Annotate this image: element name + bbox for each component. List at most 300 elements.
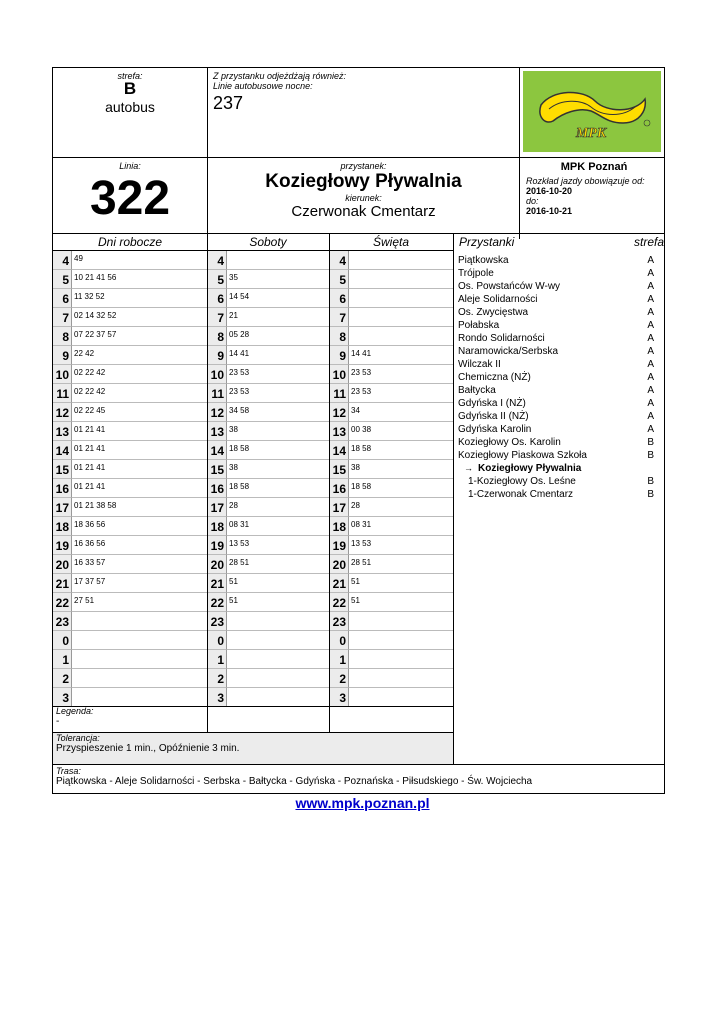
minutes-cell — [349, 650, 453, 669]
stop-item — [454, 424, 664, 437]
minutes-cell — [227, 517, 329, 536]
hour-cell — [330, 555, 349, 574]
hour-cell — [53, 460, 72, 479]
hour-label: 20 — [210, 558, 224, 572]
minutes-cell — [349, 384, 453, 403]
minutes-cell — [349, 308, 453, 327]
stop-zone: B — [647, 489, 654, 500]
hour-cell — [330, 460, 349, 479]
minutes-cell — [227, 441, 329, 460]
hour-cell — [208, 384, 227, 403]
line-block — [53, 161, 207, 225]
hour-cell — [53, 384, 72, 403]
hour-cell — [53, 498, 72, 517]
minutes-cell — [227, 384, 329, 403]
hour-cell — [53, 422, 72, 441]
hour-cell — [330, 365, 349, 384]
holidays-minutes: 08 31 — [351, 520, 372, 529]
hour-cell — [53, 555, 72, 574]
minutes-cell — [227, 422, 329, 441]
minutes-cell — [349, 460, 453, 479]
weekdays-minutes: 02 22 42 — [74, 387, 106, 396]
hour-cell — [330, 289, 349, 308]
stop-zone: A — [647, 424, 654, 435]
hour-cell — [208, 498, 227, 517]
hour-cell — [53, 593, 72, 612]
minutes-cell — [349, 517, 453, 536]
hour-label: 17 — [210, 501, 224, 515]
saturdays-minutes: 14 41 — [229, 349, 250, 358]
stop-block — [208, 161, 519, 220]
hour-cell — [330, 536, 349, 555]
hour-cell — [330, 612, 349, 631]
valid-from-label: Rozkład jazdy obowiązuje od: — [526, 176, 645, 186]
hour-label: 9 — [62, 349, 69, 363]
stop-item — [454, 476, 664, 489]
hour-label: 6 — [62, 292, 69, 306]
holidays-minutes: 14 41 — [351, 349, 372, 358]
minutes-cell — [227, 460, 329, 479]
weekdays-minutes: 01 21 41 — [74, 463, 106, 472]
hour-label: 20 — [55, 558, 69, 572]
hour-cell — [208, 346, 227, 365]
hour-cell — [208, 631, 227, 650]
stop-zone: A — [647, 294, 654, 305]
hour-cell — [330, 479, 349, 498]
saturdays-minutes: 23 53 — [229, 368, 250, 377]
minutes-cell — [349, 555, 453, 574]
stop-item — [454, 281, 664, 294]
stop-name: Koziegłowy Os. Karolin — [458, 437, 561, 448]
holidays-minutes: 23 53 — [351, 368, 372, 377]
hour-cell — [208, 403, 227, 422]
stop-name: Naramowicka/Serbska — [458, 346, 559, 357]
hour-cell — [330, 251, 349, 270]
schedule-row — [53, 593, 453, 612]
logo-text: MPK — [575, 126, 607, 141]
weekdays-minutes: 02 14 32 52 — [74, 311, 117, 320]
tolerance-value: Przyspieszenie 1 min., Opóźnienie 3 min. — [56, 743, 240, 754]
stop-item — [454, 437, 664, 450]
valid-from: 2016-10-20 — [526, 186, 573, 196]
saturdays-minutes: 21 — [229, 311, 238, 320]
minutes-cell — [227, 365, 329, 384]
minutes-cell — [227, 346, 329, 365]
line-number: 322 — [89, 172, 171, 225]
minutes-cell — [349, 688, 453, 707]
saturdays-minutes: 08 31 — [229, 520, 250, 529]
stop-zone: A — [647, 307, 654, 318]
tolerance-label: Tolerancja: — [56, 733, 100, 743]
zone-label: strefa: — [117, 71, 143, 81]
stop-name: Os. Zwycięstwa — [458, 307, 529, 318]
hour-cell — [208, 593, 227, 612]
hour-label: 16 — [55, 482, 69, 496]
minutes-cell — [349, 403, 453, 422]
stops-header: Przystanki — [459, 235, 515, 249]
hour-cell — [330, 403, 349, 422]
operator-name: MPK Poznań — [560, 161, 628, 173]
saturdays-minutes: 34 58 — [229, 406, 250, 415]
hour-label: 1 — [62, 653, 69, 667]
tolerance-block — [53, 733, 453, 764]
current-stop-arrow-icon: → — [464, 463, 473, 473]
stop-item — [454, 294, 664, 307]
hour-cell — [330, 631, 349, 650]
minutes-cell — [72, 365, 207, 384]
schedule-row — [53, 270, 453, 289]
hour-label: 19 — [210, 539, 224, 553]
hour-label: 11 — [56, 387, 69, 401]
hour-label: 13 — [210, 425, 224, 439]
route-block — [56, 766, 661, 787]
minutes-cell — [227, 669, 329, 688]
zone-header: strefa — [633, 235, 664, 249]
hour-label: 13 — [55, 425, 69, 439]
weekdays-minutes: 01 21 41 — [74, 482, 106, 491]
stop-name: Połabska — [458, 320, 500, 331]
valid-to-label: do: — [526, 196, 539, 206]
stop-name: Wilczak II — [458, 359, 501, 370]
hour-label: 15 — [332, 463, 346, 477]
holidays-minutes: 00 38 — [351, 425, 372, 434]
stop-label: przystanek: — [340, 161, 387, 171]
hour-cell — [53, 669, 72, 688]
minutes-cell — [72, 612, 207, 631]
hour-cell — [330, 308, 349, 327]
zone-block — [53, 71, 207, 115]
schedule-grid — [53, 251, 453, 707]
hour-label: 13 — [332, 425, 346, 439]
hour-label: 18 — [332, 520, 346, 534]
legend-label: Legenda: — [56, 706, 94, 716]
stop-zone: A — [647, 333, 654, 344]
hour-cell — [208, 517, 227, 536]
hour-label: 7 — [62, 311, 69, 325]
schedule-row — [53, 422, 453, 441]
hour-cell — [208, 555, 227, 574]
minutes-cell — [72, 498, 207, 517]
weekdays-minutes: 01 21 38 58 — [74, 501, 117, 510]
hour-label: 14 — [55, 444, 69, 458]
saturdays-minutes: 18 58 — [229, 482, 250, 491]
schedule-row — [53, 289, 453, 308]
saturdays-minutes: 13 53 — [229, 539, 250, 548]
weekdays-minutes: 02 22 42 — [74, 368, 106, 377]
stop-item — [454, 268, 664, 281]
hour-cell — [330, 270, 349, 289]
stop-name: Koziegłowy Pływalnia — [478, 463, 582, 474]
hour-cell — [208, 422, 227, 441]
schedule-row — [53, 669, 453, 688]
minutes-cell — [72, 422, 207, 441]
hour-cell — [330, 688, 349, 707]
minutes-cell — [72, 460, 207, 479]
hour-label: 12 — [55, 406, 69, 420]
schedule-row — [53, 631, 453, 650]
saturdays-minutes: 35 — [229, 273, 238, 282]
minutes-cell — [227, 289, 329, 308]
hour-label: 5 — [339, 273, 346, 287]
hour-cell — [208, 612, 227, 631]
weekdays-minutes: 01 21 41 — [74, 444, 106, 453]
hour-label: 8 — [217, 330, 224, 344]
stop-name: Koziegłowy Piaskowa Szkoła — [458, 450, 587, 461]
hour-label: 0 — [62, 634, 69, 648]
stop-name: Chemiczna (NŻ) — [458, 372, 531, 383]
holidays-minutes: 18 58 — [351, 444, 372, 453]
schedule-row — [53, 612, 453, 631]
divider — [53, 233, 664, 234]
weekdays-minutes: 22 42 — [74, 349, 95, 358]
minutes-cell — [349, 327, 453, 346]
stop-name: Bałtycka — [458, 385, 496, 396]
stop-name: Gdyńska Karolin — [458, 424, 532, 435]
weekdays-minutes: 01 21 41 — [74, 425, 106, 434]
minutes-cell — [227, 650, 329, 669]
minutes-cell — [227, 498, 329, 517]
stop-item — [454, 411, 664, 424]
legend-value: - — [56, 716, 60, 727]
hour-label: 15 — [210, 463, 224, 477]
night-lines-label: Linie autobusowe nocne: — [213, 81, 313, 91]
stop-zone: A — [647, 359, 654, 370]
hour-label: 5 — [217, 273, 224, 287]
minutes-cell — [72, 479, 207, 498]
stop-name: Aleje Solidarności — [458, 294, 538, 305]
minutes-cell — [227, 308, 329, 327]
hour-cell — [53, 536, 72, 555]
hour-cell — [330, 498, 349, 517]
hour-cell — [330, 346, 349, 365]
hour-cell — [208, 270, 227, 289]
stop-zone: A — [647, 320, 654, 331]
schedule-row — [53, 441, 453, 460]
stop-zone: A — [647, 281, 654, 292]
hour-cell — [330, 669, 349, 688]
hour-label: 20 — [332, 558, 346, 572]
stop-zone: A — [647, 268, 654, 279]
weekdays-minutes: 17 37 57 — [74, 577, 106, 586]
schedule-row — [53, 308, 453, 327]
mpk-logo-icon — [523, 71, 661, 152]
minutes-cell — [349, 536, 453, 555]
minutes-cell — [72, 346, 207, 365]
hour-cell — [53, 612, 72, 631]
minutes-cell — [227, 270, 329, 289]
hour-cell — [330, 517, 349, 536]
stop-name: 1-Czerwonak Cmentarz — [468, 489, 574, 500]
hour-cell — [53, 403, 72, 422]
direction-label: kierunek: — [345, 193, 382, 203]
schedule-row — [53, 365, 453, 384]
hour-label: 19 — [332, 539, 346, 553]
hour-cell — [53, 574, 72, 593]
minutes-cell — [72, 251, 207, 270]
hour-label: 9 — [217, 349, 224, 363]
minutes-cell — [349, 593, 453, 612]
hour-cell — [330, 384, 349, 403]
hour-label: 2 — [339, 672, 346, 686]
hour-label: 17 — [332, 501, 346, 515]
hour-label: 10 — [332, 368, 346, 382]
hour-label: 1 — [217, 653, 224, 667]
minutes-cell — [72, 688, 207, 707]
minutes-cell — [349, 441, 453, 460]
weekdays-minutes: 49 — [74, 254, 83, 263]
hour-cell — [208, 479, 227, 498]
minutes-cell — [227, 631, 329, 650]
schedule-row — [53, 574, 453, 593]
hour-label: 2 — [217, 672, 224, 686]
stop-item — [454, 333, 664, 346]
stop-zone: A — [647, 398, 654, 409]
hour-cell — [208, 308, 227, 327]
stop-name: Os. Powstańców W-wy — [458, 281, 561, 292]
schedule-row — [53, 498, 453, 517]
schedule-row — [53, 460, 453, 479]
other-lines-block — [213, 71, 513, 114]
divider — [53, 157, 664, 158]
schedule-row — [53, 346, 453, 365]
stops-list — [454, 255, 664, 502]
legend-block — [56, 706, 451, 727]
hour-label: 2 — [62, 672, 69, 686]
hour-cell — [208, 289, 227, 308]
minutes-cell — [227, 612, 329, 631]
hour-label: 7 — [217, 311, 224, 325]
minutes-cell — [72, 441, 207, 460]
hour-cell — [53, 650, 72, 669]
minutes-cell — [227, 574, 329, 593]
stop-item — [454, 450, 664, 463]
hour-cell — [330, 574, 349, 593]
saturdays-header: Soboty — [249, 235, 287, 249]
saturdays-minutes: 28 51 — [229, 558, 250, 567]
minutes-cell — [227, 593, 329, 612]
stop-name: 1-Koziegłowy Os. Leśne — [468, 476, 576, 487]
hour-cell — [53, 346, 72, 365]
mpk-logo — [523, 71, 661, 152]
minutes-cell — [227, 403, 329, 422]
saturdays-minutes: 14 54 — [229, 292, 250, 301]
minutes-cell — [349, 612, 453, 631]
hour-cell — [208, 574, 227, 593]
weekdays-minutes: 16 33 57 — [74, 558, 106, 567]
minutes-cell — [72, 308, 207, 327]
hour-cell — [53, 365, 72, 384]
stop-item — [454, 359, 664, 372]
minutes-cell — [72, 517, 207, 536]
divider — [53, 764, 664, 765]
hour-label: 5 — [62, 273, 69, 287]
stop-name: Gdyńska II (NŻ) — [458, 411, 529, 422]
hour-cell — [208, 251, 227, 270]
hour-cell — [208, 688, 227, 707]
schedule-row — [53, 479, 453, 498]
holidays-minutes: 13 53 — [351, 539, 372, 548]
weekdays-minutes: 16 36 56 — [74, 539, 106, 548]
hour-label: 7 — [339, 311, 346, 325]
weekdays-minutes: 18 36 56 — [74, 520, 106, 529]
hour-label: 14 — [332, 444, 346, 458]
stop-name: Piątkowska — [458, 255, 509, 266]
hour-label: 22 — [55, 596, 69, 610]
minutes-cell — [72, 289, 207, 308]
weekdays-minutes: 27 51 — [74, 596, 95, 605]
hour-label: 0 — [217, 634, 224, 648]
saturdays-minutes: 28 — [229, 501, 238, 510]
minutes-cell — [227, 251, 329, 270]
saturdays-minutes: 51 — [229, 596, 238, 605]
minutes-cell — [349, 498, 453, 517]
minutes-cell — [227, 327, 329, 346]
stop-item — [454, 255, 664, 268]
minutes-cell — [227, 479, 329, 498]
hour-label: 8 — [339, 330, 346, 344]
minutes-cell — [72, 327, 207, 346]
hour-label: 12 — [332, 406, 346, 420]
hour-label: 1 — [339, 653, 346, 667]
weekdays-minutes: 07 22 37 57 — [74, 330, 117, 339]
hour-label: 6 — [339, 292, 346, 306]
night-lines-value: 237 — [213, 93, 244, 113]
hour-label: 3 — [217, 691, 224, 705]
stop-item — [454, 489, 664, 502]
hour-cell — [208, 460, 227, 479]
stop-zone: A — [647, 346, 654, 357]
hour-label: 16 — [332, 482, 346, 496]
hour-label: 10 — [210, 368, 224, 382]
holidays-minutes: 18 58 — [351, 482, 372, 491]
direction-name: Czerwonak Cmentarz — [291, 203, 436, 220]
hour-cell — [208, 327, 227, 346]
hour-label: 12 — [210, 406, 224, 420]
minutes-cell — [72, 555, 207, 574]
hour-label: 16 — [210, 482, 224, 496]
saturdays-minutes: 23 53 — [229, 387, 250, 396]
hour-label: 18 — [210, 520, 224, 534]
website-link[interactable]: www.mpk.poznan.pl — [295, 795, 430, 811]
hour-label: 18 — [55, 520, 69, 534]
minutes-cell — [349, 631, 453, 650]
minutes-cell — [349, 669, 453, 688]
route-value: Piątkowska - Aleje Solidarności - Serbska - Bałtycka - Gdyńska - Poznańska - Piłsudskiego - Św. Wojciecha — [56, 776, 533, 787]
hour-cell — [53, 517, 72, 536]
schedule-row — [53, 555, 453, 574]
divider — [519, 68, 520, 239]
hour-label: 4 — [339, 254, 346, 268]
line-label: Linia: — [119, 161, 141, 171]
hour-label: 3 — [339, 691, 346, 705]
hour-cell — [53, 688, 72, 707]
hour-cell — [208, 650, 227, 669]
hour-label: 6 — [217, 292, 224, 306]
current-stop — [454, 463, 664, 476]
weekdays-minutes: 11 32 52 — [74, 292, 105, 301]
hour-label: 4 — [62, 254, 69, 268]
holidays-minutes: 28 51 — [351, 558, 372, 567]
minutes-cell — [72, 403, 207, 422]
hour-label: 4 — [217, 254, 224, 268]
minutes-cell — [72, 384, 207, 403]
vehicle-type: autobus — [105, 99, 155, 115]
hour-label: 21 — [210, 577, 224, 591]
hour-cell — [208, 441, 227, 460]
hour-cell — [53, 270, 72, 289]
holidays-minutes: 38 — [351, 463, 360, 472]
minutes-cell — [72, 669, 207, 688]
